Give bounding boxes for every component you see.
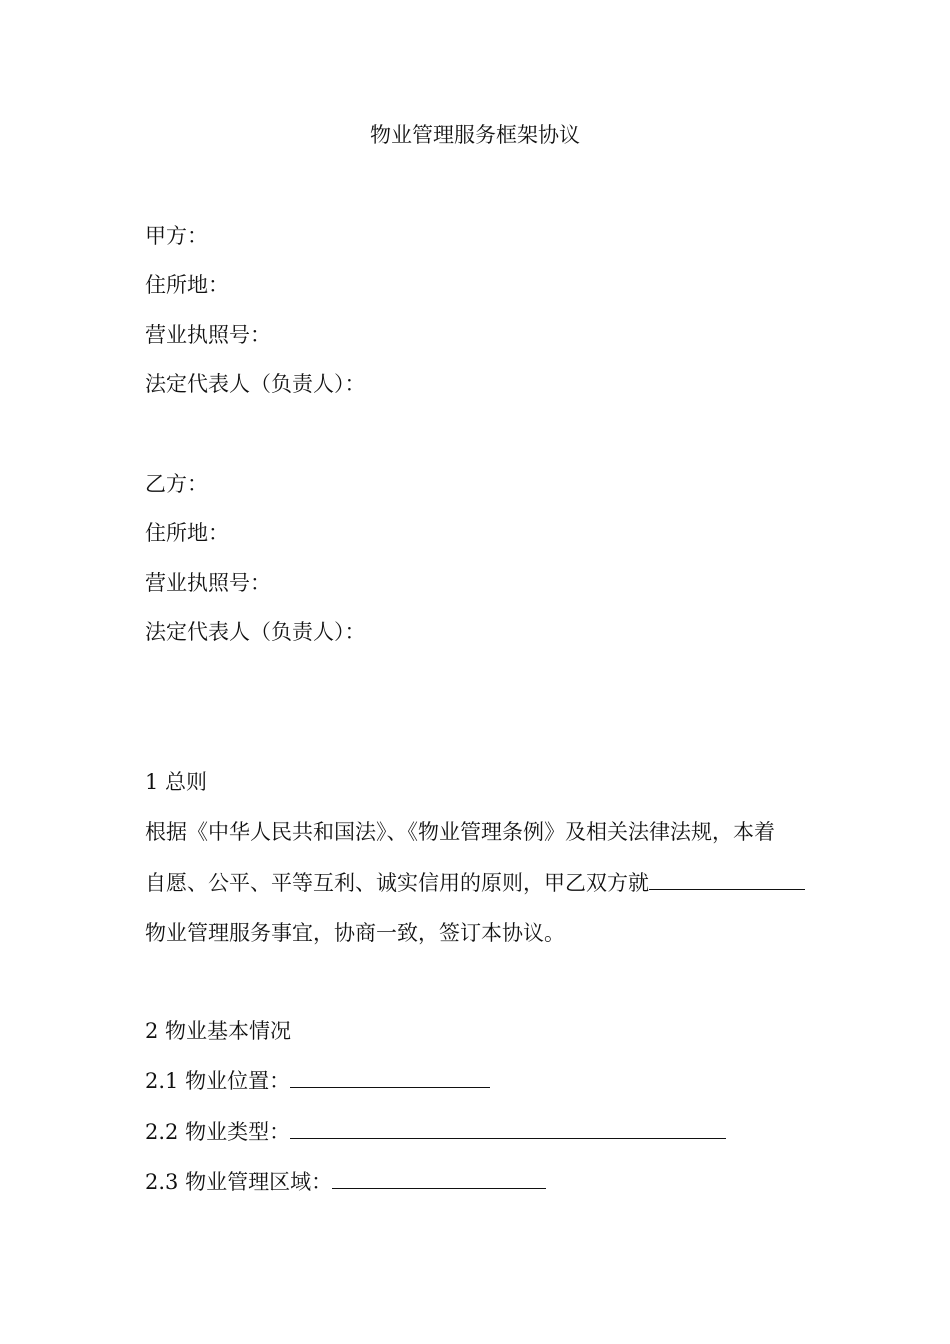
party-a-address-label: 住所地： xyxy=(145,273,229,297)
section-2-item-3 xyxy=(145,1167,546,1197)
section-2-item-2 xyxy=(145,1117,726,1147)
property-location-label: 2.1 物业位置： xyxy=(145,1069,291,1093)
document-title: 物业管理服务框架协议 xyxy=(370,123,580,147)
fill-in-blank-project xyxy=(649,869,805,890)
party-b-address-label: 住所地： xyxy=(145,521,229,545)
management-area-label: 2.3 物业管理区域： xyxy=(145,1170,333,1194)
section-2-heading: 2 物业基本情况 xyxy=(145,1019,292,1043)
party-b-rep-label: 法定代表人（负责人）： xyxy=(145,620,366,644)
property-type-label: 2.2 物业类型： xyxy=(145,1120,291,1144)
party-a-license-label: 营业执照号： xyxy=(145,323,271,347)
party-a-rep-label: 法定代表人（负责人）： xyxy=(145,372,366,396)
property-type-blank xyxy=(290,1118,726,1139)
section-1-para-line-2-text: 自愿、公平、平等互利、诚实信用的原则，甲乙双方就 xyxy=(145,871,649,895)
property-location-blank xyxy=(290,1067,490,1088)
section-2-item-1 xyxy=(145,1066,490,1096)
party-a-name-label: 甲方： xyxy=(145,224,208,248)
section-1-para-line-3: 物业管理服务事宜，协商一致，签订本协议。 xyxy=(145,921,565,945)
section-1-heading: 1 总则 xyxy=(145,770,208,794)
party-b-name-label: 乙方： xyxy=(145,472,208,496)
section-1-para-line-1: 根据《中华人民共和国法》、《物业管理条例》及相关法律法规，本着 xyxy=(145,820,775,844)
section-1-para-line-2 xyxy=(145,868,805,898)
party-b-license-label: 营业执照号： xyxy=(145,571,271,595)
management-area-blank xyxy=(332,1168,546,1189)
